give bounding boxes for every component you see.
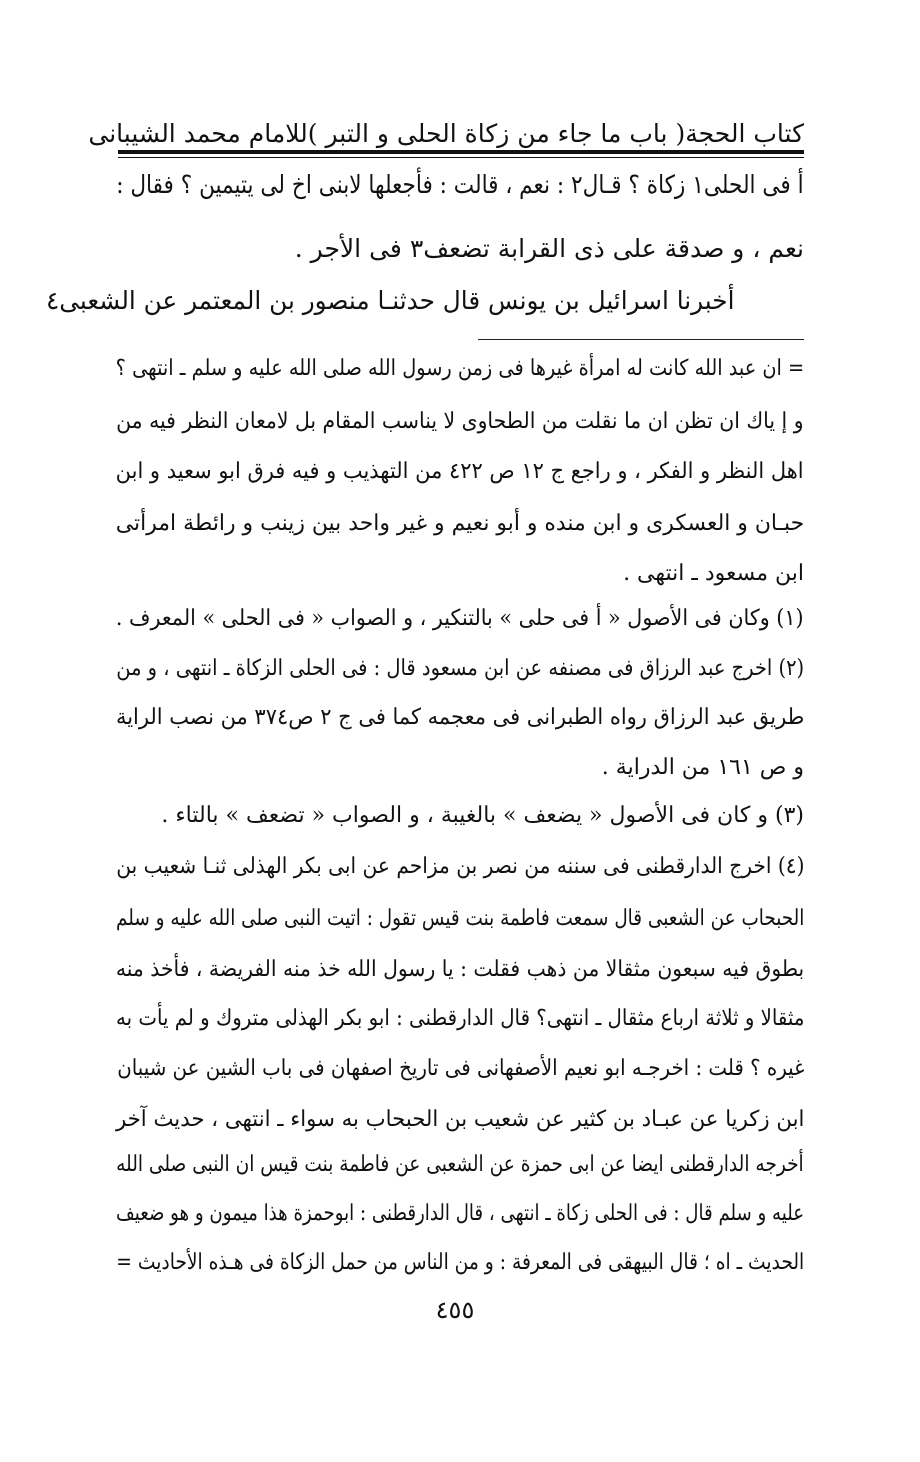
author-name: للامام محمد الشيبانى [88, 119, 308, 148]
footnote-line: (١) وكان فى الأصول « أ فى حلى » بالتنكير ، و الصواب « فى الحلى » المعرف . [116, 606, 804, 631]
main-text-line: نعم ، و صدقة على ذى القرابة تضعف٣ فى الأجر . [294, 234, 804, 263]
footnote-line: الحديث ـ اه ؛ قال البيهقى فى المعرفة : و من الناس من حمل الزكاة فى هـذه الأحاديث = [116, 1250, 804, 1275]
footnote-line: حبـان و العسكرى و ابن منده و أبو نعيم و غير واحد بين زينب و رائطة امرأتى [115, 511, 804, 536]
header-rule-thin [118, 157, 804, 158]
footnote-line: مثقالا و ثلاثة ارباع مثقال ـ انتهى؟ قال الدارقطنى : ابو بكر الهذلى متروك و لم يأت به [115, 1006, 804, 1031]
footnote-line: اهل النظر و الفكر ، و راجع ج ١٢ ص ٤٢٢ من التهذيب و فيه فرق ابو سعيد و ابن [116, 459, 804, 484]
footnote-line: (٢) اخرج عبد الرزاق فى مصنفه عن ابن مسعود قال : فى الحلى الزكاة ـ انتهى ، و من [116, 656, 804, 681]
main-text-line: أ فى الحلى١ زكاة ؟ قـال٢ : نعم ، قالت : فأجعلها لابنى اخ لى يتيمين ؟ فقال : [116, 170, 804, 199]
footnote-line: الحبحاب عن الشعبى قال سمعت فاطمة بنت قيس تقول : اتيت النبى صلى الله عليه و سلم [115, 906, 804, 931]
footnote-line: طريق عبد الرزاق رواه الطبرانى فى معجمه كما فى ج ٢ ص٣٧٤ من نصب الراية [115, 705, 804, 730]
footnote-line: و ص ١٦١ من الدراية . [601, 755, 804, 780]
footnote-line: ابن زكريا عن عبـاد بن كثير عن شعيب بن الحبحاب به سواء ـ انتهى ، حديث آخر [115, 1107, 804, 1132]
footnote-divider [478, 339, 804, 340]
footnote-line: (٣) و كان فى الأصول « يضعف » بالغيبة ، و الصواب « تضعف » بالتاء . [161, 803, 804, 828]
footnote-line: و إ ياك ان تظن ان ما نقلت من الطحاوى لا يناسب المقام بل لامعان النظر فيه من [116, 409, 804, 434]
header-rule-thick [118, 150, 804, 154]
footnote-line: عليه و سلم قال : فى الحلى زكاة ـ انتهى ، قال الدارقطنى : ابوحمزة هذا ميمون و هو ضعيف [115, 1201, 804, 1226]
footnote-line: ابن مسعود ـ انتهى . [623, 561, 804, 586]
footnote-line: بطوق فيه سبعون مثقالا من ذهب فقلت : يا رسول الله خذ منه الفريضة ، فأخذ منه [115, 957, 804, 982]
running-header [88, 108, 804, 148]
book-title: كتاب الحجة [685, 119, 804, 148]
footnote-line: (٤) اخرج الدارقطنى فى سننه من نصر بن مزاحم عن ابى بكر الهذلى ثنـا شعيب بن [115, 854, 804, 879]
footnote-line: غيره ؟ قلت : اخرجـه ابو نعيم الأصفهانى فى تاريخ اصفهان فى باب الشين عن شيبان [116, 1056, 804, 1081]
chapter-title: ( باب ما جاء من زكاة الحلى و التبر ) [307, 119, 686, 148]
main-text-line: أخبرنا اسرائيل بن يونس قال حدثنـا منصور بن المعتمر عن الشعبى٤ [45, 286, 735, 315]
page-number: ٤٥٥ [435, 1296, 475, 1324]
footnote-line: أخرجه الدارقطنى ايضا عن ابى حمزة عن الشعبى عن فاطمة بنت قيس ان النبى صلى الله [116, 1152, 804, 1177]
footnote-line: = ان عبد الله كانت له امرأة غيرها فى زمن رسول الله صلى الله عليه و سلم ـ انتهى ؟ [115, 356, 804, 381]
